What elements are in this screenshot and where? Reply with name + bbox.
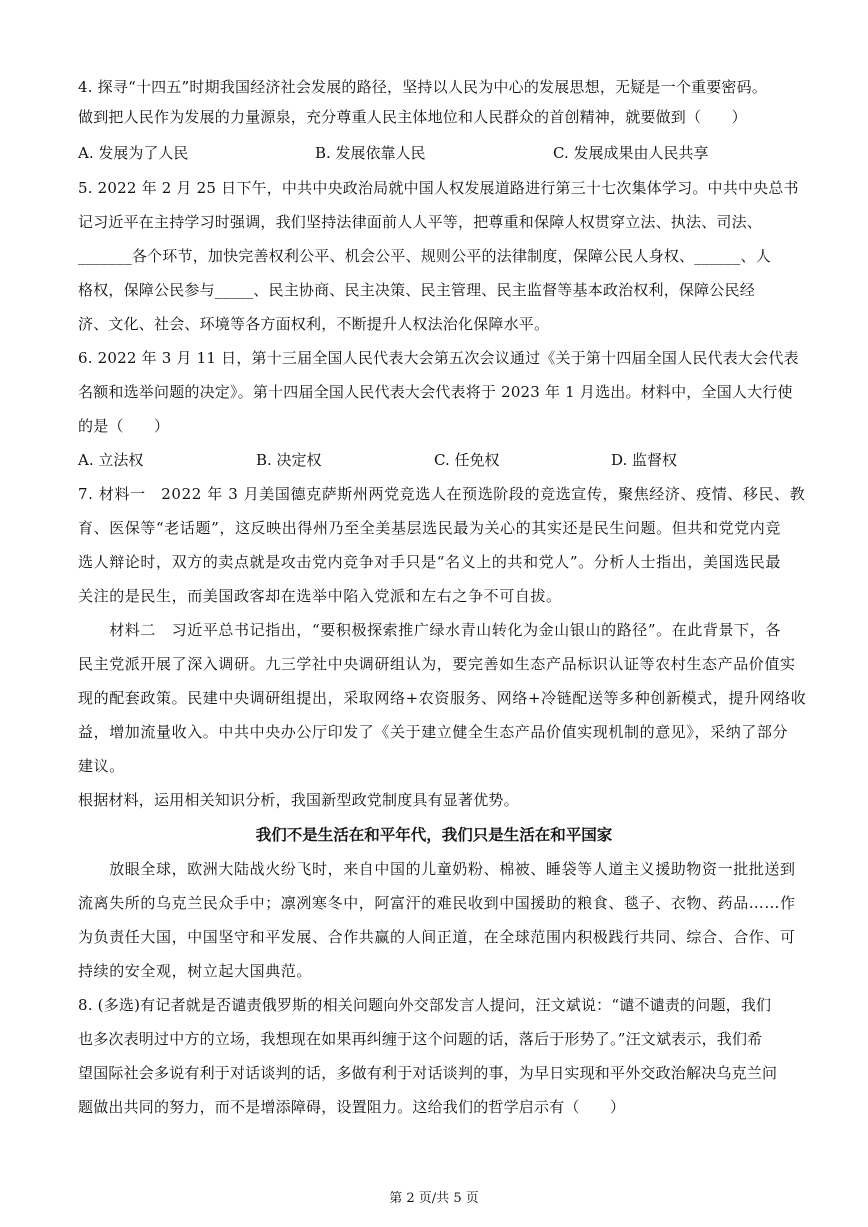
question-5-line-3: _______各个环节，加快完善权利公平、机会公平、规则公平的法律制度，保障公民人身权、______、人 xyxy=(78,247,771,265)
article-line-4: 持续的安全观，树立起大国典范。 xyxy=(78,962,313,980)
article-title: 我们不是生活在和平年代，我们只是生活在和平国家 xyxy=(255,826,613,844)
question-6-line-1: 6. 2022 年 3 月 11 日，第十三届全国人民代表大会第五次会议通过《关于第十四届全国人民代表大会代表 xyxy=(78,349,799,367)
question-4-line-1: 4. 探寻“十四五”时期我国经济社会发展的路径，坚持以人民为中心的发展思想，无疑是一个重要密码。 xyxy=(78,78,768,96)
question-5-line-2: 记习近平在主持学习时强调，我们坚持法律面前人人平等，把尊重和保障人权贯穿立法、执法、司法、 xyxy=(78,213,763,231)
article-line-3: 为负责任大国，中国坚守和平发展、合作共赢的人间正道，在全球范围内积极践行共同、综合、合作、可 xyxy=(78,928,796,946)
question-7-material-2-line-3: 现的配套政策。民建中央调研组提出，采取网络+农资服务、网络+冷链配送等多种创新模式，提升网络收 xyxy=(78,689,807,707)
question-8-line-4: 题做出共同的努力，而不是增添障碍，设置阻力。这给我们的哲学启示有（ ） xyxy=(78,1098,626,1116)
question-6-option-c: C. 任免权 xyxy=(434,451,500,469)
question-6-line-3: 的是（ ） xyxy=(78,417,170,435)
question-4-option-a: A. 发展为了人民 xyxy=(78,144,189,162)
question-7-material-2-line-2: 民主党派开展了深入调研。九三学社中央调研组认为，要完善如生态产品标识认证等农村生态产品价值实 xyxy=(78,655,796,673)
question-7-material-1-line-1: 7. 材料一 2022 年 3 月美国德克萨斯州两党竞选人在预选阶段的竞选宣传，聚焦经济、疫情、移民、教 xyxy=(78,485,806,503)
article-line-1: 放眼全球，欧洲大陆战火纷飞时，来自中国的儿童奶粉、棉被、睡袋等人道主义援助物资一批批送到 xyxy=(78,860,796,878)
question-4-option-b: B. 发展依靠人民 xyxy=(315,144,426,162)
question-5-line-5: 济、文化、社会、环境等各方面权利，不断提升人权法治化保障水平。 xyxy=(78,315,550,333)
page-number: 第 2 页/共 5 页 xyxy=(389,1191,479,1206)
question-7-material-1-line-2: 育、医保等“老话题”，这反映出得州乃至全美基层选民最为关心的其实还是民生问题。但共和党党内竞 xyxy=(78,519,781,537)
question-7-material-2-line-5: 建议。 xyxy=(78,757,125,775)
question-7-prompt: 根据材料，运用相关知识分析，我国新型政党制度具有显著优势。 xyxy=(78,791,519,809)
question-8-line-1: 8. (多选)有记者就是否谴责俄罗斯的相关问题向外交部发言人提问，汪文斌说：“谴不谴责的问题，我们 xyxy=(78,996,772,1014)
question-7-material-1-line-3: 选人辩论时，双方的卖点就是攻击党内竞争对手只是“名义上的共和党人”。分析人士指出，美国选民最 xyxy=(78,553,781,571)
question-5-line-4: 格权，保障公民参与_____、民主协商、民主决策、民主管理、民主监督等基本政治权利，保障公民经 xyxy=(78,281,755,299)
question-7-material-2-line-4: 益，增加流量收入。中共中央办公厅印发了《关于建立健全生态产品价值实现机制的意见》，采纳了部分 xyxy=(78,723,789,741)
question-6-line-2: 名额和选举问题的决定》。第十四届全国人民代表大会代表将于 2023 年 1 月选出。材料中，全国人大行使 xyxy=(78,383,793,401)
question-4-option-c: C. 发展成果由人民共享 xyxy=(553,144,709,162)
question-4-line-2: 做到把人民作为发展的力量源泉，充分尊重人民主体地位和人民群众的首创精神，就要做到（ ） xyxy=(78,108,747,126)
article-line-2: 流离失所的乌克兰民众手中；凛冽寒冬中，阿富汗的难民收到中国援助的粮食、毯子、衣物、药品……作 xyxy=(78,894,796,912)
question-7-material-2-line-1: 材料二 习近平总书记指出，“要积极探索推广绿水青山转化为金山银山的路径”。在此背景下，各 xyxy=(78,621,781,639)
question-5-line-1: 5. 2022 年 2 月 25 日下午，中共中央政治局就中国人权发展道路进行第三十七次集体学习。中共中央总书 xyxy=(78,179,799,197)
question-6-option-d: D. 监督权 xyxy=(611,451,678,469)
question-7-material-1-line-4: 关注的是民生，而美国政客却在选举中陷入党派和左右之争不可自拔。 xyxy=(78,587,562,605)
question-6-option-b: B. 决定权 xyxy=(256,451,322,469)
question-6-option-a: A. 立法权 xyxy=(78,451,144,469)
question-8-line-2: 也多次表明过中方的立场，我想现在如果再纠缠于这个问题的话，落后于形势了。”汪文斌表示，我们希 xyxy=(78,1030,763,1048)
question-8-line-3: 望国际社会多说有利于对话谈判的话，多做有利于对话谈判的事，为早日实现和平外交政治解决乌克兰问 xyxy=(78,1064,778,1082)
